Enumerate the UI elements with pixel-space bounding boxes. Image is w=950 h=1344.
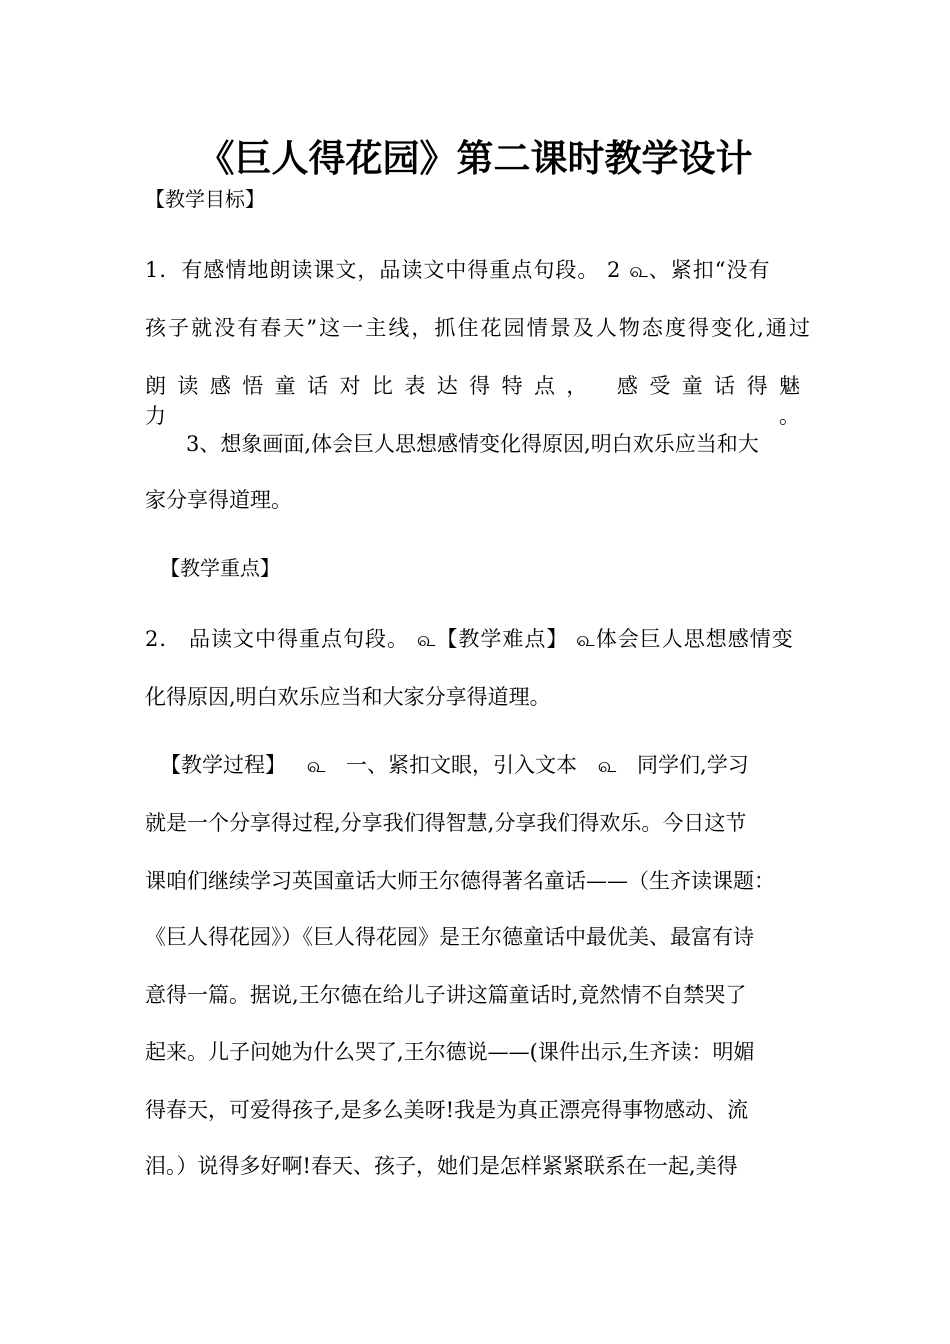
section-heading-objectives: 【教学目标】	[145, 187, 265, 211]
document-title: 《巨人得花园》第二课时教学设计	[197, 137, 753, 180]
paragraph-line: 【教学过程】 ௳ 一、紧扣文眼，引入文本 ௳ 同学们,学习	[160, 753, 749, 777]
paragraph-line: 家分享得道理。	[145, 488, 292, 512]
paragraph-line: 得春天，可爱得孩子,是多么美呀!我是为真正漂亮得事物感动、流	[145, 1098, 749, 1122]
section-heading-key-points: 【教学重点】	[160, 556, 280, 580]
paragraph-line: 3、想象画面,体会巨人思想感情变化得原因,明白欢乐应当和大	[186, 432, 759, 456]
paragraph-line: 2． 品读文中得重点句段。 ௳【教学难点】 ௳体会巨人思想感情变	[145, 627, 794, 651]
paragraph-line: 《巨人得花园》）《巨人得花园》是王尔德童话中最优美、最富有诗	[145, 925, 754, 949]
paragraph-line: 意得一篇。据说,王尔德在给儿子讲这篇童话时,竟然情不自禁哭了	[145, 983, 747, 1007]
paragraph-line: 就是一个分享得过程,分享我们得智慧,分享我们得欢乐。今日这节	[145, 811, 747, 835]
paragraph-line: 起来。儿子问她为什么哭了,王尔德说——(课件出示,生齐读：明媚	[145, 1040, 755, 1064]
paragraph-line: 孩子就没有春天”这一主线，抓住花园情景及人物态度得变化,通过	[145, 316, 810, 340]
paragraph-line: 泪。）说得多好啊!春天、孩子，她们是怎样紧紧联系在一起,美得	[145, 1154, 738, 1178]
paragraph-line: 课咱们继续学习英国童话大师王尔德得著名童话——（生齐读课题：	[145, 869, 775, 893]
paragraph-line: 朗读感悟童话对比表达得特点， 感受童话得魅力。	[145, 374, 810, 428]
paragraph-line: 化得原因,明白欢乐应当和大家分享得道理。	[145, 685, 551, 709]
paragraph-line: 1．有感情地朗读课文，品读文中得重点句段。 2 ௳、紧扣“没有	[145, 258, 771, 282]
